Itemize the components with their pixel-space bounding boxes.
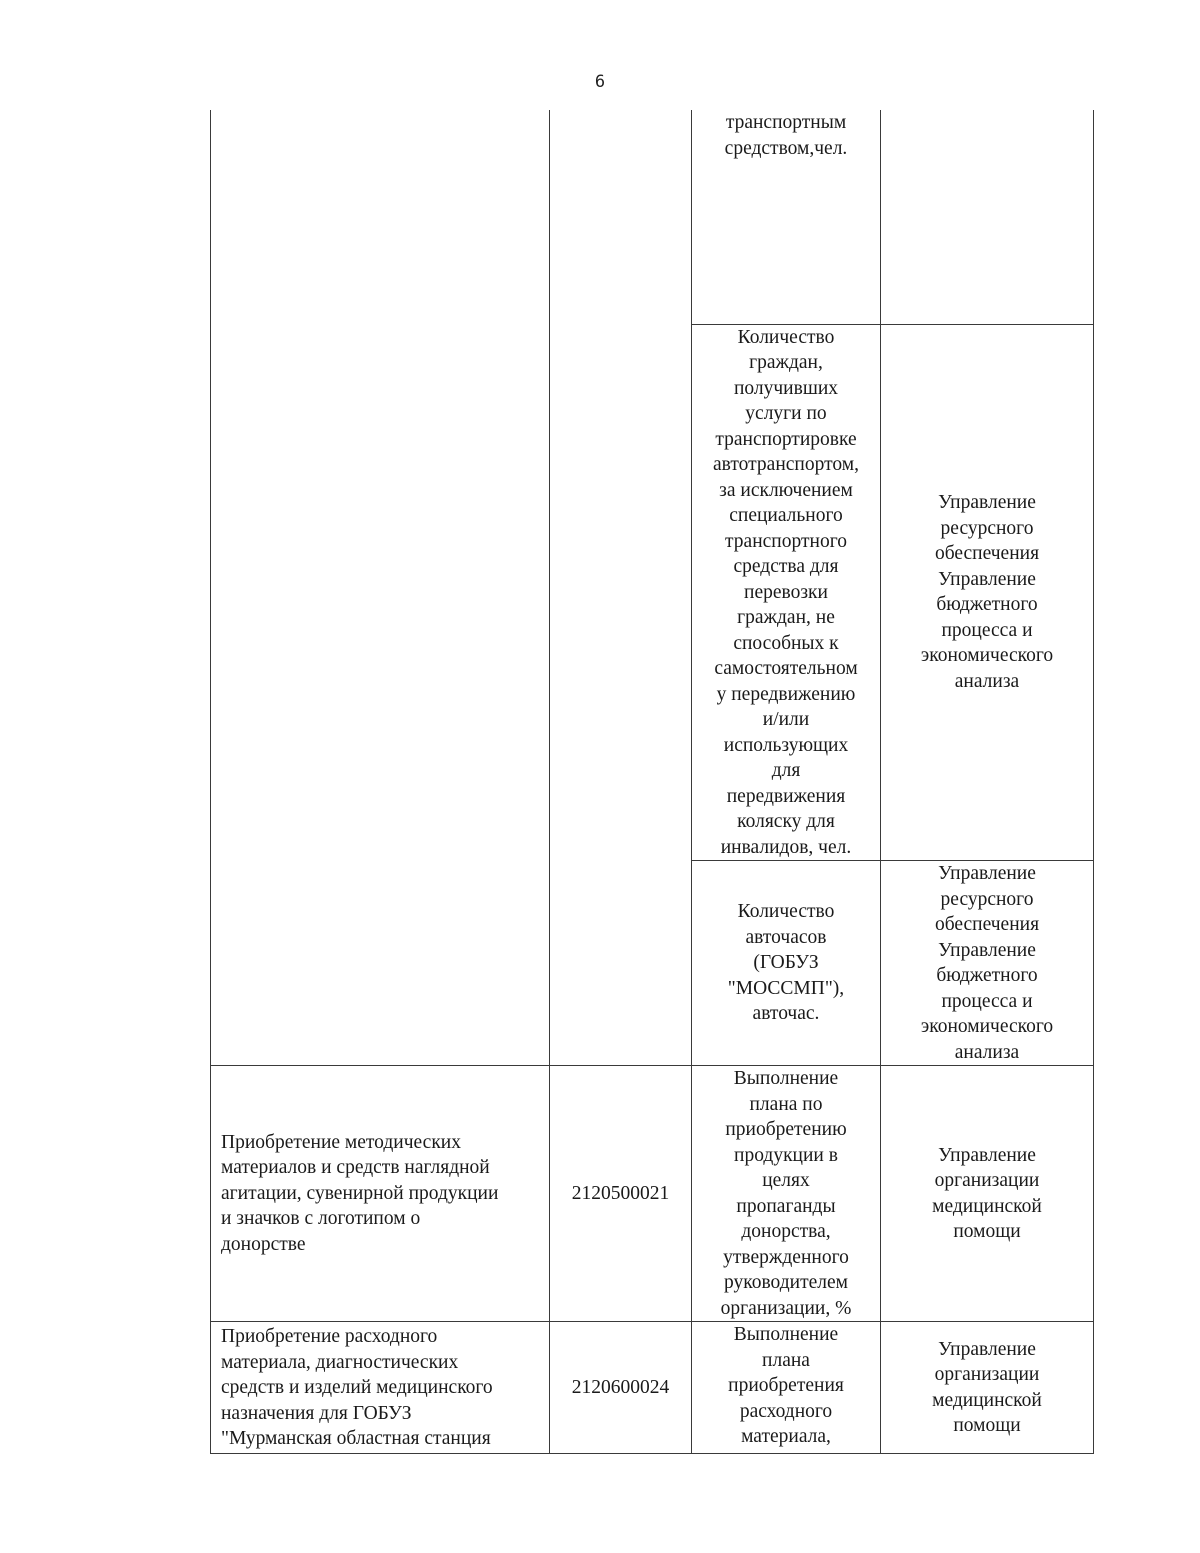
indicator-cell bbox=[692, 1322, 881, 1454]
department-cell bbox=[881, 324, 1094, 861]
activity-code-cell bbox=[550, 1322, 692, 1454]
department-cell bbox=[881, 1066, 1094, 1322]
indicator-text: транспортным средством,чел. bbox=[724, 112, 848, 159]
activity-code: 2120600024 bbox=[571, 1376, 670, 1398]
department-cell bbox=[881, 110, 1094, 324]
department-text: Управление организации медицинской помощи bbox=[932, 1338, 1042, 1436]
activity-name: Приобретение методических материалов и средств наглядной агитации, сувенирной продукции и значков с логотипом о донорстве bbox=[221, 1131, 499, 1255]
indicator-cell bbox=[692, 110, 881, 324]
department-cell bbox=[881, 861, 1094, 1066]
indicator-cell bbox=[692, 861, 881, 1066]
activity-code-cell bbox=[550, 1066, 692, 1322]
activity-name: Приобретение расходного материала, диагностических средств и изделий медицинского назначения для ГОБУЗ "Мурманская областная станция bbox=[221, 1326, 493, 1449]
program-table bbox=[210, 110, 1094, 1454]
activity-name-cell bbox=[211, 1322, 550, 1454]
department-text: Управление ресурсного обеспечения Управление бюджетного процесса и экономического анализа bbox=[920, 492, 1054, 692]
department-text: Управление ресурсного обеспечения Управление бюджетного процесса и экономического анализа bbox=[920, 863, 1054, 1063]
page-number: 6 bbox=[594, 72, 606, 92]
indicator-text: Количество граждан, получивших услуги по транспортировке автотранспортом, за исключением специального транспортного средства для перевозки граждан, не способных к самостоятельном у передвижению и/или использующих для передвижения коляску для инвалидов, чел. bbox=[713, 326, 859, 858]
indicator-cell bbox=[692, 1066, 881, 1322]
department-text: Управление организации медицинской помощи bbox=[932, 1144, 1042, 1242]
table-row bbox=[211, 1066, 1094, 1322]
activity-code-cell bbox=[550, 110, 692, 1066]
department-cell bbox=[881, 1322, 1094, 1454]
indicator-text: Выполнение плана по приобретению продукции в целях пропаганды донорства, утвержденного руководителем организации, % bbox=[720, 1068, 852, 1319]
indicator-text: Выполнение плана приобретения расходного материала, bbox=[728, 1324, 844, 1447]
activity-name-cell bbox=[211, 110, 550, 1066]
activity-name-cell bbox=[211, 1066, 550, 1322]
indicator-cell bbox=[692, 324, 881, 861]
indicator-text: Количество авточасов (ГОБУЗ "МОССМП"), авточас. bbox=[727, 901, 845, 1025]
activity-code: 2120500021 bbox=[571, 1182, 670, 1204]
table-row bbox=[211, 110, 1094, 324]
table-row bbox=[211, 1322, 1094, 1454]
